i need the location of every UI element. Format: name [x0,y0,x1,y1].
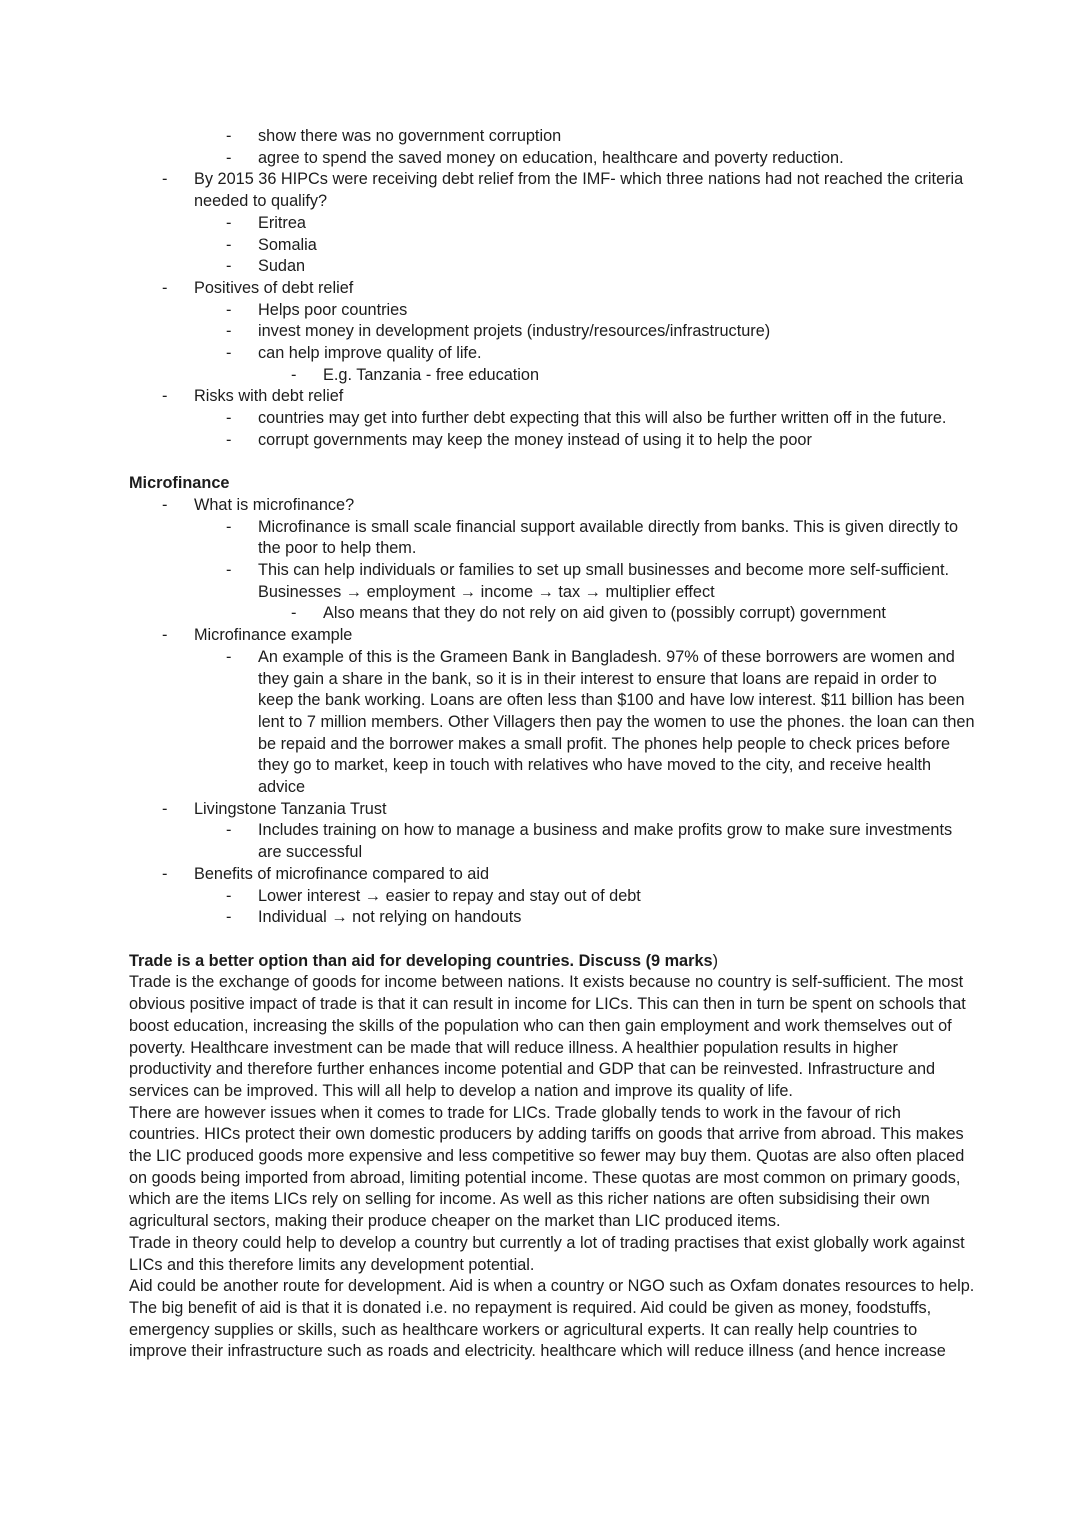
list-item [129,886,976,908]
list-item-text: Risks with debt relief [194,387,344,406]
list-item-text: An example of this is the Grameen Bank in Bangladesh. 97% of these borrowers are women and they gain a share in the bank, so it is in their interest to ensure that loans are repaid in order to keep the bank working. Loans are often less than $100 and have low interest. $11 billion has been lent to 7 million members. Other Villagers then pay the women to use the phones. the loan can then be repaid and the borrower makes a small profit. The phones help people to check prices before they go to market, keep in touch with relatives who have moved to the city, and receive health advice [258,647,975,797]
bullet-dash: - [226,127,232,145]
essay-body [129,972,976,1363]
essay-paragraph: Trade in theory could help to develop a country but currently a lot of trading practises that exist globally work against LICs and this therefore limits any development potential. [129,1233,965,1274]
blank-line [129,452,976,474]
list-item-text: Microfinance example [194,626,353,645]
list-item [129,799,976,821]
bullet-dash: - [226,821,232,840]
essay-heading-bold-text: Trade is a better option than aid for developing countries. Discuss (9 marks [129,951,713,970]
list-item-text: What is microfinance? [194,495,355,514]
bullet-dash: - [162,799,168,818]
essay-heading [129,951,976,973]
list-item [129,430,976,452]
list-item [129,235,976,257]
essay-paragraph: There are however issues when it comes to trade for LICs. Trade globally tends to work in the favour of rich countries. HICs protect their own domestic producers by adding tariffs on goods that arrive from abroad. This makes the LIC produced goods more expensive and less competitive so fewer may buy them. Quotas are also often placed on goods being imported from abroad, limiting potential income. These quotas are most common on primary goods, which are the items LICs rely on selling for income. As well as this richer nations are often subsidising their own agricultural sectors, making their produce cheaper on the market than LIC produced items. [129,1103,965,1231]
list-item [129,625,976,647]
bullet-dash: - [226,257,232,276]
list-item-text: Microfinance is small scale financial support available directly from banks. This is given directly to the poor to help them. [258,517,959,558]
bullet-dash: - [162,387,168,406]
list-item [129,343,976,365]
bullet-dash: - [226,647,232,666]
list-item [129,820,976,863]
bullet-dash: - [226,235,232,254]
list-item-text: Individual → not relying on handouts [258,908,522,927]
list-item-text: corrupt governments may keep the money instead of using it to help the poor [258,430,812,449]
list-item-text: invest money in development projets (industry/resources/infrastructure) [258,322,771,341]
essay-heading-suffix: ) [712,951,718,970]
list-item [129,365,976,387]
list-item [129,213,976,235]
bullet-dash: - [162,495,168,514]
list-item [129,256,976,278]
bullet-dash: - [162,278,168,297]
bullet-dash: - [162,170,168,189]
bullet-dash: - [226,908,232,927]
list-item [129,169,976,212]
bullet-dash: - [226,322,232,341]
list-item [129,126,976,148]
list-item-text: Positives of debt relief [194,278,354,297]
list-item [129,148,976,170]
microfinance-heading: Microfinance [129,474,230,493]
list-item [129,603,976,625]
list-item-text: Also means that they do not rely on aid given to (possibly corrupt) government [323,604,886,623]
list-item [129,386,976,408]
list-item-text: Lower interest → easier to repay and stay out of debt [258,886,641,905]
bullet-dash: - [226,344,232,363]
bullet-dash: - [291,604,297,623]
list-item-text: Somalia [258,235,317,254]
blank-line [129,929,976,951]
list-item [129,907,976,929]
list-item [129,647,976,799]
list-item [129,517,976,560]
list-item-text: Sudan [258,257,306,276]
list-item-text: Livingstone Tanzania Trust [194,799,387,818]
list-item-text: Includes training on how to manage a business and make profits grow to make sure investments are successful [258,821,953,862]
bullet-dash: - [226,213,232,232]
debt-relief-list [129,126,976,452]
bullet-dash: - [226,300,232,319]
essay-paragraph: Aid could be another route for development. Aid is when a country or NGO such as Oxfam donates resources to help. The big benefit of aid is that it is donated i.e. no repayment is required. Aid could be given as money, foodstuffs, emergency supplies or skills, such as healthcare workers or agricultural experts. It can really help countries to improve their infrastructure such as roads and electricity. healthcare which will reduce illness (and hence increase [129,1277,975,1361]
list-item [129,321,976,343]
list-item-text: By 2015 36 HIPCs were receiving debt relief from the IMF- which three nations had not reached the criteria needed to qualify? [194,170,964,211]
bullet-dash: - [226,561,232,580]
list-item-text: can help improve quality of life. [258,344,482,363]
bullet-dash: - [226,409,232,428]
list-item-text: E.g. Tanzania - free education [323,365,540,384]
bullet-dash: - [226,430,232,449]
bullet-dash: - [226,148,232,167]
bullet-dash: - [226,517,232,536]
list-item [129,408,976,430]
list-item-text: countries may get into further debt expecting that this will also be further written off in the future. [258,409,947,428]
list-item-text: show there was no government corruption [258,127,562,145]
bullet-dash: - [291,365,297,384]
list-item [129,864,976,886]
list-item [129,278,976,300]
list-item-text: agree to spend the saved money on education, healthcare and poverty reduction. [258,148,844,167]
list-item [129,300,976,322]
list-item-text: Benefits of microfinance compared to aid [194,864,490,883]
list-item-text: Helps poor countries [258,300,408,319]
bullet-dash: - [162,864,168,883]
bullet-dash: - [226,886,232,905]
microfinance-list [129,495,976,929]
bullet-dash: - [162,626,168,645]
list-item [129,495,976,517]
list-item [129,560,976,603]
list-item-text: This can help individuals or families to set up small businesses and become more self-sufficient. Businesses → employment → income → tax → multiplier effect [258,561,950,601]
essay-paragraph: Trade is the exchange of goods for income between nations. It exists because no country is self-sufficient. The most obvious positive impact of trade is that it can result in income for LICs. This can then in turn be spent on schools that boost education, increasing the skills of the population who can then gain employment and work themselves out of poverty. Healthcare investment can be made that will reduce illness. A healthier population results in higher productivity and therefore further enhances income potential and GDP that can be reinvested. Infrastructure and services can be improved. This will all help to develop a nation and improve its quality of life. [129,973,966,1100]
list-item-text: Eritrea [258,213,306,232]
